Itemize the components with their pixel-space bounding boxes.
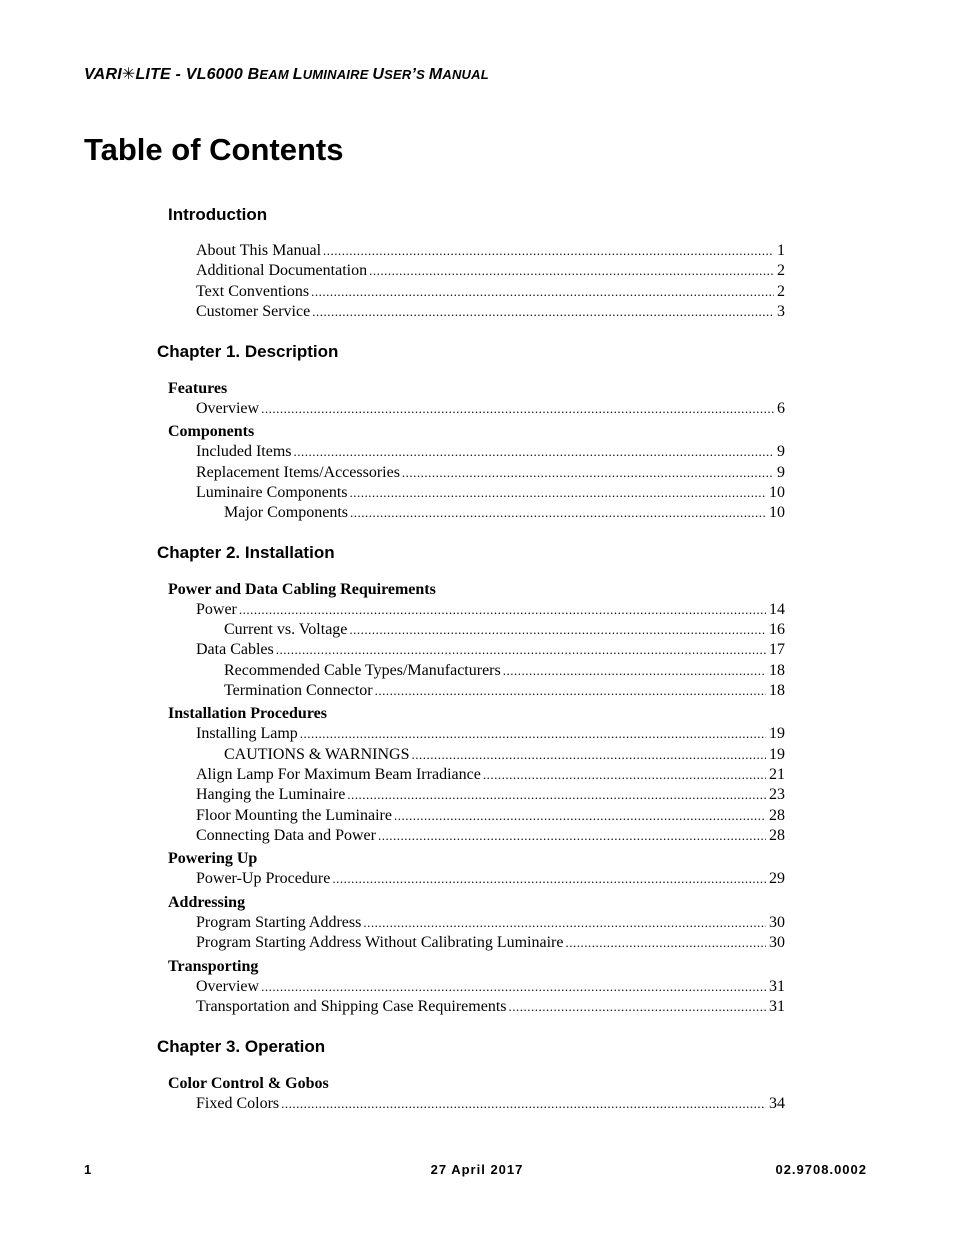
chapter-heading-installation: Chapter 2. Installation <box>157 543 335 562</box>
toc-entry-label: Hanging the Luminaire <box>196 786 346 803</box>
toc-entry[interactable] <box>224 620 785 640</box>
dot-leader <box>261 977 766 997</box>
dot-leader <box>281 1094 766 1114</box>
section-heading-components: Components <box>168 423 255 440</box>
toc-entry-page: 29 <box>769 870 785 887</box>
toc-entry[interactable] <box>196 241 785 261</box>
toc-entry[interactable] <box>196 463 785 483</box>
dot-leader <box>509 997 767 1017</box>
toc-entry-page: 18 <box>769 662 785 679</box>
toc-entry-label: Power <box>196 601 237 618</box>
toc-entry[interactable] <box>196 302 785 322</box>
dot-leader <box>349 620 766 640</box>
toc-entry-page: 19 <box>769 725 785 742</box>
toc-entry[interactable] <box>196 442 785 462</box>
toc-entry[interactable] <box>196 977 785 997</box>
toc-entry-label: Installing Lamp <box>196 725 298 742</box>
toc-entry-label: Replacement Items/Accessories <box>196 464 400 481</box>
dot-leader <box>412 745 767 765</box>
header-smallcaps-s: S <box>416 67 429 82</box>
toc-entry-page: 30 <box>769 914 785 931</box>
toc-entry-page: 18 <box>769 682 785 699</box>
toc-entry-label: Text Conventions <box>196 283 310 300</box>
toc-entry-label: Program Starting Address Without Calibrating Luminaire <box>196 934 564 951</box>
dot-leader <box>363 913 766 933</box>
chapter-heading-description: Chapter 1. Description <box>157 342 339 361</box>
toc-entry-page: 3 <box>777 303 785 320</box>
toc-entry-label: Overview <box>196 978 260 995</box>
toc-entry-label: Included Items <box>196 443 292 460</box>
dot-leader <box>294 442 774 462</box>
toc-entry[interactable] <box>196 483 785 503</box>
header-smallcaps-uminaire: UMINAIRE <box>302 67 373 82</box>
toc-entry-label: Current vs. Voltage <box>224 621 348 638</box>
toc-entry[interactable] <box>224 681 785 701</box>
toc-entry[interactable] <box>196 997 785 1017</box>
dot-leader <box>369 261 774 281</box>
dot-leader <box>375 681 766 701</box>
toc-entry[interactable] <box>224 503 785 523</box>
dot-leader <box>347 785 766 805</box>
header-smallcaps-ser: SER <box>384 67 412 82</box>
toc-entry-page: 34 <box>769 1095 785 1112</box>
dot-leader <box>565 933 766 953</box>
chapter-heading-operation: Chapter 3. Operation <box>157 1037 326 1056</box>
dot-leader <box>503 661 766 681</box>
footer-doc-number: 02.9708.0002 <box>775 1162 867 1177</box>
toc-entry-label: Connecting Data and Power <box>196 827 376 844</box>
toc-entry-page: 28 <box>769 827 785 844</box>
toc-entry-page: 10 <box>769 504 785 521</box>
dot-leader <box>378 826 766 846</box>
toc-entry[interactable] <box>196 765 785 785</box>
toc-entry-label: Customer Service <box>196 303 311 320</box>
toc-entry-page: 6 <box>777 400 785 417</box>
toc-entry-label: Align Lamp For Maximum Beam Irradiance <box>196 766 481 783</box>
toc-entry-page: 16 <box>769 621 785 638</box>
dot-leader <box>402 463 774 483</box>
header-star-glyph: ✳ <box>121 66 136 83</box>
footer-page-number: 1 <box>84 1162 93 1177</box>
section-heading-powering-up: Powering Up <box>168 850 258 867</box>
toc-entry[interactable] <box>224 661 785 681</box>
toc-entry[interactable] <box>196 600 785 620</box>
toc-entry[interactable] <box>196 806 785 826</box>
section-heading-installation-procedures: Installation Procedures <box>168 705 327 722</box>
dot-leader <box>311 282 774 302</box>
page-title: Table of Contents <box>84 132 344 167</box>
toc-entry[interactable] <box>196 785 785 805</box>
toc-entry-label: Floor Mounting the Luminaire <box>196 807 392 824</box>
dot-leader <box>276 640 766 660</box>
header-initial-l: L <box>292 66 303 83</box>
toc-entry-page: 9 <box>777 443 785 460</box>
header-smallcaps-anual: ANUAL <box>442 67 489 82</box>
toc-entry-label: Power-Up Procedure <box>196 870 331 887</box>
toc-entry-page: 1 <box>777 242 785 259</box>
toc-entry-label: Data Cables <box>196 641 274 658</box>
dot-leader <box>394 806 766 826</box>
dot-leader <box>332 869 766 889</box>
dot-leader <box>350 483 766 503</box>
toc-entry-page: 14 <box>769 601 785 618</box>
header-brand-lite-model: LITE - VL6000 <box>135 66 248 83</box>
toc-entry-label: Luminaire Components <box>196 484 348 501</box>
toc-entry-page: 10 <box>769 484 785 501</box>
toc-entry[interactable] <box>196 724 785 744</box>
toc-entry-label: Transportation and Shipping Case Requirements <box>196 998 507 1015</box>
dot-leader <box>483 765 766 785</box>
toc-entry[interactable] <box>196 261 785 281</box>
toc-entry[interactable] <box>196 282 785 302</box>
dot-leader <box>323 241 774 261</box>
toc-entry-label: About This Manual <box>196 242 322 259</box>
toc-entry-label: Program Starting Address <box>196 914 362 931</box>
header-apostrophe: ’ <box>411 66 417 83</box>
footer-date: 27 April 2017 <box>430 1162 524 1177</box>
header-brand-vari: VARI <box>84 66 122 83</box>
toc-entry[interactable] <box>196 826 785 846</box>
section-heading-power-data-cabling: Power and Data Cabling Requirements <box>168 581 436 598</box>
dot-leader <box>350 503 766 523</box>
toc-entry-page: 2 <box>777 283 785 300</box>
section-heading-features: Features <box>168 380 228 397</box>
toc-entry-label: Termination Connector <box>224 682 373 699</box>
toc-entry-page: 31 <box>769 978 785 995</box>
section-heading-addressing: Addressing <box>168 894 246 911</box>
toc-entry[interactable] <box>196 1094 785 1114</box>
toc-entry-label: Major Components <box>224 504 348 521</box>
toc-entry-label: Overview <box>196 400 260 417</box>
toc-entry-page: 17 <box>769 641 785 658</box>
toc-entry-label: Additional Documentation <box>196 262 368 279</box>
toc-entry-page: 30 <box>769 934 785 951</box>
header-initial-u: U <box>372 66 385 83</box>
dot-leader <box>261 399 774 419</box>
toc-entry-page: 28 <box>769 807 785 824</box>
toc-entry[interactable] <box>196 869 785 889</box>
toc-entry-page: 9 <box>777 464 785 481</box>
toc-entry[interactable] <box>224 745 785 765</box>
section-heading-transporting: Transporting <box>168 958 259 975</box>
dot-leader <box>312 302 774 322</box>
toc-entry[interactable] <box>196 399 785 419</box>
toc-entry-page: 21 <box>769 766 785 783</box>
header-initial-b: B <box>247 66 260 83</box>
chapter-heading-introduction: Introduction <box>168 205 268 224</box>
toc-entry-page: 19 <box>769 746 785 763</box>
header-smallcaps-eam: EAM <box>259 67 293 82</box>
toc-entry[interactable] <box>196 640 785 660</box>
toc-entry-label: Fixed Colors <box>196 1095 280 1112</box>
dot-leader <box>300 724 766 744</box>
toc-entry-page: 31 <box>769 998 785 1015</box>
dot-leader <box>239 600 766 620</box>
section-heading-color-control-gobos: Color Control & Gobos <box>168 1075 329 1092</box>
toc-entry[interactable] <box>196 933 785 953</box>
toc-entry-label: CAUTIONS & WARNINGS <box>224 746 410 763</box>
header-initial-m: M <box>428 66 443 83</box>
toc-entry-label: Recommended Cable Types/Manufacturers <box>224 662 501 679</box>
toc-entry-page: 2 <box>777 262 785 279</box>
toc-entry-page: 23 <box>769 786 785 803</box>
toc-entry[interactable] <box>196 913 785 933</box>
